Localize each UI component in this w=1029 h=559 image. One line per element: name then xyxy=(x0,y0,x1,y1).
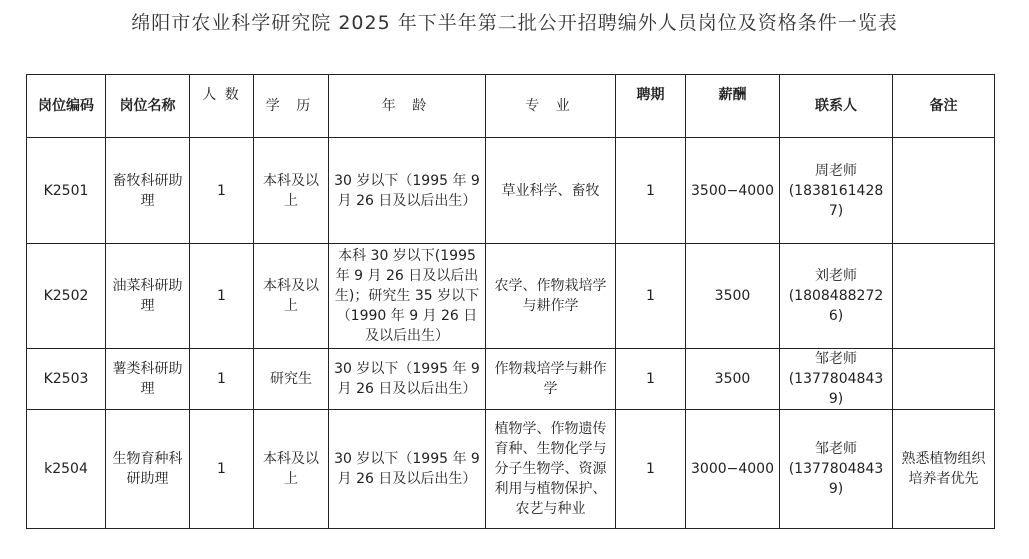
cell-term: 1 xyxy=(616,410,686,529)
cell-code: k2504 xyxy=(27,410,106,529)
cell-count: 1 xyxy=(190,349,254,410)
header-salary: 薪酬 xyxy=(686,75,780,138)
table-row xyxy=(27,138,995,244)
cell-education: 本科及以上 xyxy=(254,244,329,349)
page-title: 绵阳市农业科学研究院 2025 年下半年第二批公开招聘编外人员岗位及资格条件一览表 xyxy=(131,12,898,34)
cell-salary: 3500 xyxy=(686,244,780,349)
cell-count: 1 xyxy=(190,410,254,529)
contact-name: 刘老师 xyxy=(815,268,857,284)
cell-remark xyxy=(893,138,995,244)
cell-name: 薯类科研助理 xyxy=(106,349,190,410)
table-header-row xyxy=(27,75,995,138)
header-contact: 联系人 xyxy=(780,75,893,138)
cell-name: 油菜科研助理 xyxy=(106,244,190,349)
cell-remark xyxy=(893,244,995,349)
table-row xyxy=(27,349,995,410)
contact-phone: (13778048439) xyxy=(788,371,884,407)
cell-contact xyxy=(780,138,893,244)
header-age: 年 龄 xyxy=(329,75,486,138)
cell-salary: 3000−4000 xyxy=(686,410,780,529)
cell-education: 本科及以上 xyxy=(254,138,329,244)
cell-contact xyxy=(780,349,893,410)
cell-contact xyxy=(780,410,893,529)
header-remark: 备注 xyxy=(893,75,995,138)
cell-code: K2501 xyxy=(27,138,106,244)
header-code: 岗位编码 xyxy=(27,75,106,138)
cell-major: 农学、作物栽培学与耕作学 xyxy=(486,244,616,349)
cell-name: 畜牧科研助理 xyxy=(106,138,190,244)
cell-remark xyxy=(893,349,995,410)
cell-major: 作物栽培学与耕作学 xyxy=(486,349,616,410)
cell-term: 1 xyxy=(616,244,686,349)
header-term: 聘期 xyxy=(616,75,686,138)
cell-major: 植物学、作物遗传育种、生物化学与分子生物学、资源利用与植物保护、农艺与种业 xyxy=(486,410,616,529)
cell-term: 1 xyxy=(616,349,686,410)
cell-major: 草业科学、畜牧 xyxy=(486,138,616,244)
cell-contact xyxy=(780,244,893,349)
table-row xyxy=(27,410,995,529)
contact-phone: (18381614287) xyxy=(788,182,884,219)
cell-name: 生物育种科研助理 xyxy=(106,410,190,529)
contact-name: 邹老师 xyxy=(815,441,857,457)
contact-phone: (13778048439) xyxy=(788,461,884,497)
contact-name: 周老师 xyxy=(815,162,857,179)
contact-phone: (18084882726) xyxy=(788,288,884,324)
contact-name: 邹老师 xyxy=(815,351,857,367)
cell-remark: 熟悉植物组织培养者优先 xyxy=(893,410,995,529)
cell-count: 1 xyxy=(190,138,254,244)
header-name: 岗位名称 xyxy=(106,75,190,138)
cell-age: 30 岁以下（1995 年 9 月 26 日及以后出生） xyxy=(329,410,486,529)
cell-age: 30 岁以下（1995 年 9 月 26 日及以后出生） xyxy=(329,349,486,410)
cell-code: K2503 xyxy=(27,349,106,410)
cell-education: 本科及以上 xyxy=(254,410,329,529)
cell-count: 1 xyxy=(190,244,254,349)
cell-code: K2502 xyxy=(27,244,106,349)
table-row xyxy=(27,244,995,349)
cell-salary: 3500 xyxy=(686,349,780,410)
cell-age: 30 岁以下（1995 年 9 月 26 日及以后出生） xyxy=(329,138,486,244)
cell-age: 本科 30 岁以下(1995 年 9 月 26 日及以后出生)；研究生 35 岁以下（1990 年 9 月 26 日及以后出生） xyxy=(329,244,486,349)
header-education: 学 历 xyxy=(254,75,329,138)
positions-table xyxy=(26,74,995,529)
cell-term: 1 xyxy=(616,138,686,244)
header-major: 专 业 xyxy=(486,75,616,138)
cell-salary: 3500−4000 xyxy=(686,138,780,244)
cell-education: 研究生 xyxy=(254,349,329,410)
header-count: 人 数 xyxy=(190,75,254,138)
